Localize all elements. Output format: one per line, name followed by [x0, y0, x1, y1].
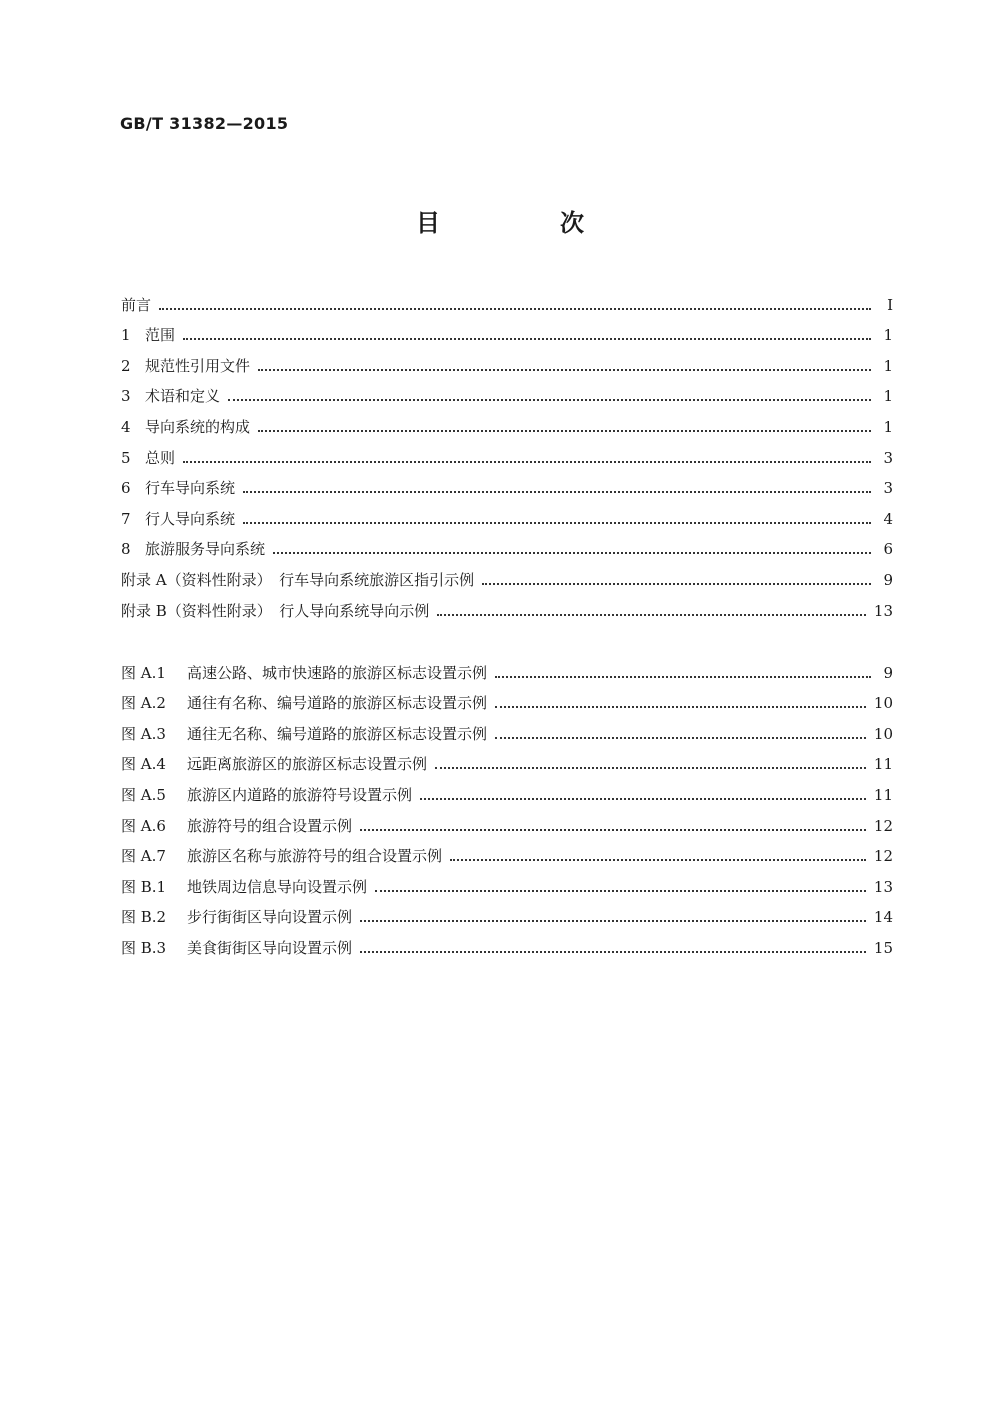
toc-entry-5[interactable]	[121, 438, 893, 469]
toc-figure-a1[interactable]	[121, 653, 893, 684]
toc-entry-label: 附录 B（资料性附录） 行人导向系统导向示例	[121, 601, 430, 620]
dot-leader	[273, 551, 871, 554]
toc-figure-label: 步行街街区导向设置示例	[187, 908, 353, 927]
dot-leader	[495, 736, 866, 739]
toc-entry-page: Ⅰ	[887, 295, 893, 314]
toc-entry-label: 行车导向系统	[145, 479, 236, 498]
toc-entry-label: 规范性引用文件	[145, 356, 251, 375]
dot-leader	[495, 675, 871, 678]
toc-figure-label: 旅游区名称与旅游符号的组合设置示例	[187, 847, 443, 866]
toc-figure-a5[interactable]	[121, 775, 893, 806]
toc-main-list	[121, 285, 893, 622]
toc-figure-b1[interactable]	[121, 867, 893, 898]
toc-entry-page: 1	[883, 417, 893, 436]
toc-entry-number: 8	[121, 540, 131, 559]
dot-leader	[360, 828, 866, 831]
standard-code: GB/T 31382—2015	[120, 114, 289, 133]
toc-entry-8[interactable]	[121, 530, 893, 561]
dot-leader	[183, 337, 871, 340]
dot-leader	[243, 490, 871, 493]
toc-figure-number: 图 B.1	[121, 877, 167, 896]
toc-entry-page: 3	[883, 448, 893, 467]
toc-entry-number: 6	[121, 479, 131, 498]
toc-figure-label: 通往有名称、编号道路的旅游区标志设置示例	[187, 694, 488, 713]
toc-figure-page: 9	[883, 663, 893, 682]
toc-figure-page: 11	[873, 755, 893, 774]
toc-figure-a7[interactable]	[121, 837, 893, 868]
toc-entry-number: 3	[121, 387, 131, 406]
dot-leader	[437, 613, 866, 616]
toc-entry-label: 前言	[121, 295, 152, 314]
toc-figures-list	[121, 653, 893, 959]
toc-figure-page: 15	[873, 938, 893, 957]
toc-entry-appendix-b[interactable]	[121, 591, 893, 622]
toc-entry-page: 4	[883, 509, 893, 528]
toc-entry-foreword[interactable]	[121, 285, 893, 316]
toc-entry-number: 5	[121, 448, 131, 467]
toc-entry-number: 7	[121, 509, 131, 528]
toc-figure-label: 旅游区内道路的旅游符号设置示例	[187, 785, 413, 804]
toc-figure-a4[interactable]	[121, 745, 893, 776]
toc-entry-page: 9	[883, 570, 893, 589]
dot-leader	[375, 889, 866, 892]
dot-leader	[360, 919, 866, 922]
toc-entry-page: 13	[873, 601, 893, 620]
toc-entry-3[interactable]	[121, 377, 893, 408]
toc-entry-7[interactable]	[121, 499, 893, 530]
toc-entry-1[interactable]	[121, 316, 893, 347]
toc-figure-b3[interactable]	[121, 928, 893, 959]
toc-entry-4[interactable]	[121, 407, 893, 438]
toc-figure-number: 图 B.3	[121, 938, 167, 957]
toc-figure-b2[interactable]	[121, 898, 893, 929]
toc-figure-label: 通往无名称、编号道路的旅游区标志设置示例	[187, 724, 488, 743]
toc-figure-number: 图 A.5	[121, 785, 166, 804]
toc-figure-a3[interactable]	[121, 714, 893, 745]
dot-leader	[435, 766, 866, 769]
dot-leader	[482, 582, 871, 585]
toc-figure-label: 旅游符号的组合设置示例	[187, 816, 353, 835]
dot-leader	[258, 429, 871, 432]
dot-leader	[360, 950, 866, 953]
toc-figure-page: 13	[873, 877, 893, 896]
toc-figure-page: 10	[873, 724, 893, 743]
toc-figure-number: 图 A.2	[121, 694, 166, 713]
toc-entry-page: 1	[883, 387, 893, 406]
toc-figure-page: 11	[873, 785, 893, 804]
dot-leader	[420, 797, 866, 800]
dot-leader	[183, 460, 871, 463]
toc-entry-page: 3	[883, 479, 893, 498]
dot-leader	[495, 705, 866, 708]
toc-figure-label: 地铁周边信息导向设置示例	[187, 877, 368, 896]
dot-leader	[159, 307, 871, 310]
dot-leader	[258, 368, 871, 371]
toc-figure-number: 图 A.7	[121, 847, 166, 866]
toc-figure-page: 12	[873, 816, 893, 835]
toc-figure-page: 10	[873, 694, 893, 713]
toc-entry-label: 范围	[145, 326, 176, 345]
toc-entry-label: 行人导向系统	[145, 509, 236, 528]
toc-entry-label: 总则	[145, 448, 176, 467]
toc-entry-page: 1	[883, 356, 893, 375]
toc-figure-page: 14	[873, 908, 893, 927]
dot-leader	[450, 858, 866, 861]
toc-entry-6[interactable]	[121, 469, 893, 500]
toc-entry-number: 1	[121, 326, 131, 345]
toc-entry-label: 附录 A（资料性附录） 行车导向系统旅游区指引示例	[121, 570, 475, 589]
toc-figure-label: 美食街街区导向设置示例	[187, 938, 353, 957]
page-title: 目 次	[416, 209, 632, 237]
toc-figure-label: 远距离旅游区的旅游区标志设置示例	[187, 755, 428, 774]
toc-figure-a2[interactable]	[121, 684, 893, 715]
toc-figure-a6[interactable]	[121, 806, 893, 837]
toc-figure-page: 12	[873, 847, 893, 866]
toc-figure-number: 图 A.3	[121, 724, 166, 743]
toc-entry-number: 4	[121, 417, 131, 436]
toc-entry-label: 旅游服务导向系统	[145, 540, 266, 559]
toc-figure-number: 图 A.1	[121, 663, 166, 682]
toc-figure-number: 图 A.4	[121, 755, 166, 774]
toc-entry-page: 1	[883, 326, 893, 345]
toc-entry-page: 6	[883, 540, 893, 559]
toc-entry-appendix-a[interactable]	[121, 560, 893, 591]
toc-entry-label: 术语和定义	[145, 387, 221, 406]
toc-figure-number: 图 A.6	[121, 816, 166, 835]
dot-leader	[228, 398, 871, 401]
toc-entry-2[interactable]	[121, 346, 893, 377]
dot-leader	[243, 521, 871, 524]
toc-figure-label: 高速公路、城市快速路的旅游区标志设置示例	[187, 663, 488, 682]
toc-figure-number: 图 B.2	[121, 908, 167, 927]
toc-entry-label: 导向系统的构成	[145, 417, 251, 436]
toc-entry-number: 2	[121, 356, 131, 375]
